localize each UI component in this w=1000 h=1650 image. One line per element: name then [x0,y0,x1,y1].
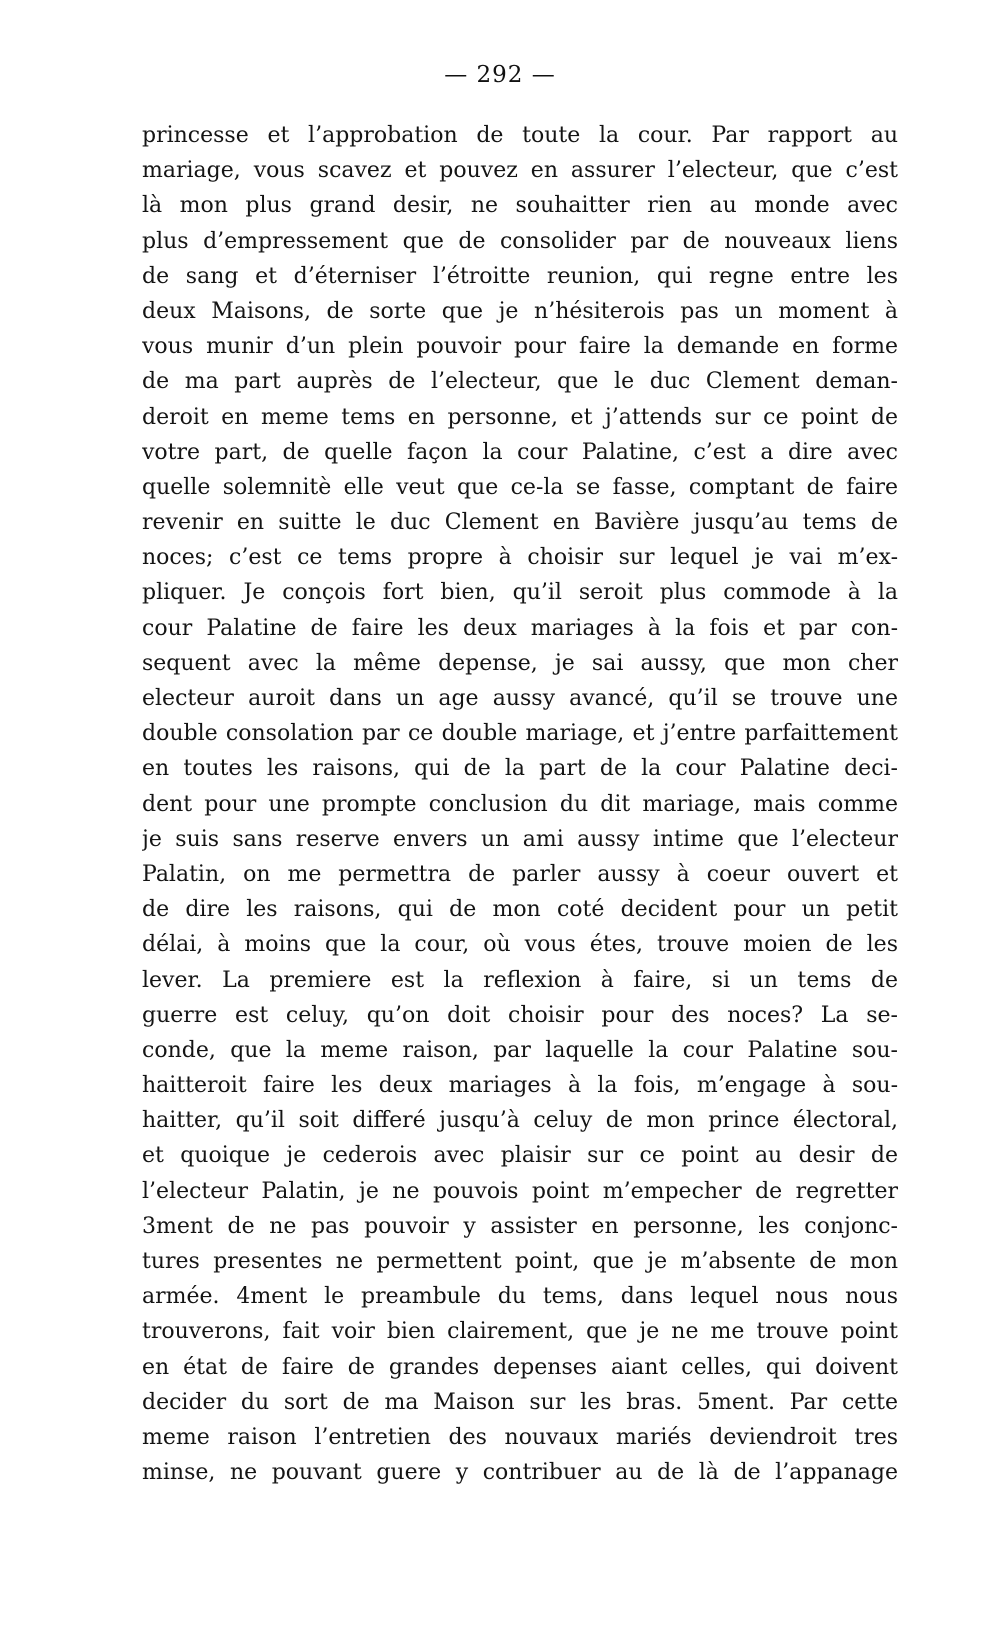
text-line: revenir en suitte le duc Clement en Bavière jusqu’au tems de [142,510,898,536]
text-line: minse, ne pouvant guere y contribuer au de là de l’appanage [142,1460,898,1486]
text-line: electeur auroit dans un age aussy avancé, qu’il se trouve une [142,686,898,711]
text-line: de sang et d’éterniser l’étroitte reunion, qui regne entre les [142,263,898,289]
text-line: je suis sans reserve envers un ami aussy intime que l’electeur [142,826,898,852]
body-text [142,118,898,1490]
text-line: votre part, de quelle façon la cour Palatine, c’est a dire avec [142,439,898,465]
text-line: trouverons, fait voir bien clairement, que je ne me trouve point [142,1319,898,1345]
text-line: decider du sort de ma Maison sur les bras. 5ment. Par cette [142,1389,898,1415]
text-line: quelle solemnitè elle veut que ce-la se fasse, comptant de faire [142,474,898,500]
text-line: conde, que la meme raison, par laquelle la cour Palatine sou- [142,1037,898,1063]
text-line: et quoique je cederois avec plaisir sur ce point au desir de [142,1143,898,1169]
text-line: de ma part auprès de l’electeur, que le duc Clement deman- [142,369,898,395]
text-line: deux Maisons, de sorte que je n’hésiterois pas un moment à [142,298,898,324]
text-line: 3ment de ne pas pouvoir y assister en personne, les conjonc- [142,1213,898,1239]
text-line: pliquer. Je conçois fort bien, qu’il seroit plus commode à la [142,580,898,606]
text-line: vous munir d’un plein pouvoir pour faire la demande en forme [142,334,898,360]
text-line: en état de faire de grandes depenses aiant celles, qui doivent [142,1354,898,1380]
text-line: haitteroit faire les deux mariages à la fois, m’engage à sou- [142,1073,898,1099]
text-line: haitter, qu’il soit differé jusqu’à celuy de mon prince électoral, [142,1108,898,1134]
page-number: — 292 — [444,62,556,88]
text-line: l’electeur Palatin, je ne pouvois point m’empecher de regretter [142,1178,898,1204]
text-line: en toutes les raisons, qui de la part de la cour Palatine deci- [142,756,898,782]
text-line: lever. La premiere est la reflexion à faire, si un tems de [142,967,898,993]
text-line: deroit en meme tems en personne, et j’attends sur ce point de [142,404,898,430]
text-line: noces; c’est ce tems propre à choisir sur lequel je vai m’ex- [142,545,898,571]
text-line: sequent avec la même depense, je sai aussy, que mon cher [142,650,898,676]
text-line: délai, à moins que la cour, où vous étes, trouve moien de les [142,932,898,958]
text-line: cour Palatine de faire les deux mariages à la fois et par con- [142,615,898,641]
text-line: Palatin, on me permettra de parler aussy à coeur ouvert et [142,861,898,887]
text-line: mariage, vous scavez et pouvez en assurer l’electeur, que c’est [142,158,898,184]
text-line: princesse et l’approbation de toute la cour. Par rapport au [142,123,898,148]
text-line: double consolation par ce double mariage, et j’entre parfaittement [142,721,898,747]
text-line: guerre est celuy, qu’on doit choisir pour des noces? La se- [142,1002,898,1028]
text-line: dent pour une prompte conclusion du dit mariage, mais comme [142,791,898,817]
text-line: plus d’empressement que de consolider par de nouveaux liens [142,228,898,254]
text-line: de dire les raisons, qui de mon coté decident pour un petit [142,897,898,923]
text-line: là mon plus grand desir, ne souhaitter rien au monde avec [142,193,898,219]
text-line: armée. 4ment le preambule du tems, dans lequel nous nous [142,1284,898,1310]
text-line: meme raison l’entretien des nouvaux mariés deviendroit tres [142,1424,898,1450]
text-line: tures presentes ne permettent point, que je m’absente de mon [142,1249,898,1274]
